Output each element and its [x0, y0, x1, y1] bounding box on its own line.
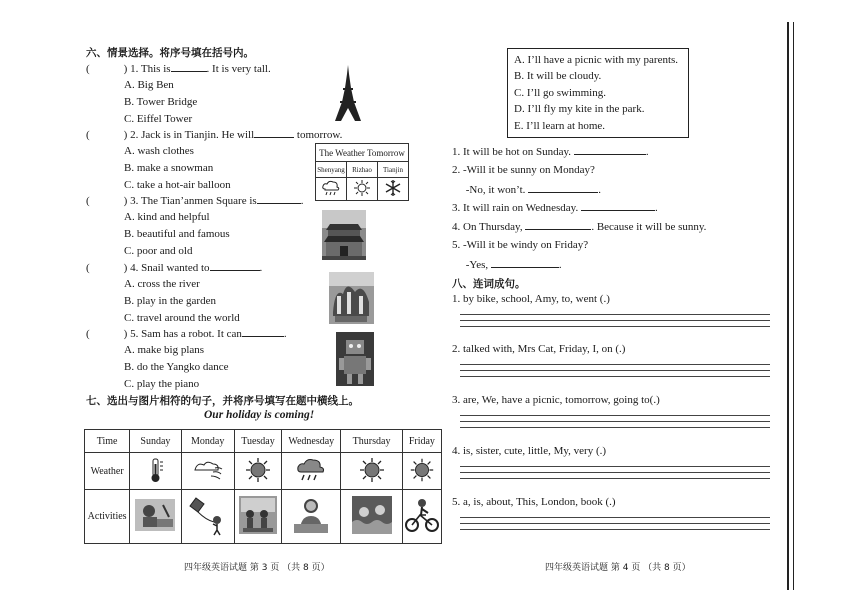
s7-question-1	[452, 145, 649, 158]
question-5-stem-a: 5. Sam has a robot. It can	[130, 328, 242, 340]
s7-q2-reply-text: -No, it won’t.	[452, 184, 526, 196]
option-e: E. I’ll learn at home.	[514, 120, 606, 132]
wind-icon	[181, 453, 234, 490]
question-4	[86, 261, 262, 274]
snail-story-picture	[329, 272, 374, 324]
picnic-icon	[234, 490, 281, 544]
question-5-stem-b: .	[283, 328, 287, 340]
blank-4[interactable]	[210, 261, 260, 271]
footer-right: 四年级英语试题 第 4 页 （共 8 页）	[545, 563, 691, 573]
answer-line[interactable]	[460, 517, 770, 518]
rain-cloud-icon	[282, 453, 341, 490]
s7-question-3	[452, 201, 658, 214]
q4-option-b: B. play in the garden	[124, 295, 216, 307]
day-header: Friday	[402, 430, 441, 453]
answer-line[interactable]	[460, 466, 770, 467]
day-header: Tuesday	[234, 430, 281, 453]
cycling-icon	[402, 490, 441, 544]
s7-question-2	[452, 164, 595, 176]
blank-1[interactable]	[171, 62, 207, 72]
blank-s7-3[interactable]	[581, 201, 655, 211]
option-b: B. It will be cloudy.	[514, 70, 602, 82]
row-label-activities: Activities	[85, 490, 130, 544]
s7-q3-end: .	[654, 202, 658, 214]
blank-s7-4[interactable]	[525, 220, 591, 230]
answer-line[interactable]	[460, 364, 770, 365]
weather-tomorrow-card	[315, 143, 409, 201]
blank-s7-2[interactable]	[528, 183, 598, 193]
question-1-stem-b: . It is very tall.	[206, 63, 271, 75]
s8-item-2: 2. talked with, Mrs Cat, Friday, I, on (.)	[452, 343, 626, 355]
blank-3[interactable]	[257, 194, 301, 204]
option-a: A. I’ll have a picnic with my parents.	[514, 54, 679, 66]
answer-line[interactable]	[460, 472, 770, 473]
section8-title: 八、连词成句。	[452, 278, 526, 290]
answer-line[interactable]	[460, 370, 770, 371]
q1-option-c: C. Eiffel Tower	[124, 113, 193, 125]
option-c: C. I’ll go swimming.	[514, 87, 606, 99]
q4-option-a: A. cross the river	[124, 278, 200, 290]
question-2	[86, 128, 342, 141]
q2-option-a: A. wash clothes	[124, 145, 194, 157]
paren-close: )	[123, 63, 128, 75]
s7-q1-text: 1. It will be hot on Sunday.	[452, 146, 572, 158]
holiday-table	[84, 429, 442, 544]
q1-option-a: A. Big Ben	[124, 79, 174, 91]
day-header: Sunday	[130, 430, 181, 453]
q5-option-c: C. play the piano	[124, 378, 200, 390]
section7-subtitle: Our holiday is coming!	[204, 409, 315, 421]
q3-option-b: B. beautiful and famous	[124, 228, 230, 240]
section7-title: 七、选出与图片相符的句子，并将序号填写在题中横线上。	[86, 395, 359, 407]
sun-icon	[341, 453, 402, 490]
answer-line[interactable]	[460, 427, 770, 428]
paren-open: (	[86, 195, 90, 207]
tiananmen-photo	[322, 210, 366, 260]
answer-line[interactable]	[460, 523, 770, 524]
blank-s7-5[interactable]	[491, 258, 559, 268]
q5-option-a: A. make big plans	[124, 344, 205, 356]
city-rizhao: Rizhao	[347, 162, 378, 178]
answer-line[interactable]	[460, 529, 770, 530]
paren-close: )	[123, 328, 128, 340]
binding-line	[787, 22, 789, 590]
s8-item-4: 4. is, sister, cute, little, My, very (.)	[452, 445, 607, 457]
s7-q2-end: .	[598, 184, 601, 196]
question-4-stem-a: 4. Snail wanted to	[130, 262, 210, 274]
q3-option-a: A. kind and helpful	[124, 211, 210, 223]
answer-line[interactable]	[460, 326, 770, 327]
sun-icon	[402, 453, 441, 490]
study-at-home-icon	[130, 490, 181, 544]
question-4-stem-b: .	[259, 262, 263, 274]
question-1	[86, 62, 271, 75]
swimming-icon	[341, 490, 402, 544]
s7-q4-end: . Because it will be sunny.	[591, 221, 707, 233]
answer-line[interactable]	[460, 320, 770, 321]
s7-q5-reply-text: -Yes,	[452, 259, 489, 271]
s8-item-5: 5. a, is, about, This, London, book (.)	[452, 496, 616, 508]
answer-line[interactable]	[460, 376, 770, 377]
question-3	[86, 194, 303, 207]
blank-5[interactable]	[242, 327, 284, 337]
q4-option-c: C. travel around the world	[124, 312, 240, 324]
row-label-weather: Weather	[85, 453, 130, 490]
table-corner: Time	[85, 430, 130, 453]
paren-close: )	[123, 262, 128, 274]
question-3-stem-a: 3. The Tian’anmen Square is	[130, 195, 257, 207]
s8-item-1: 1. by bike, school, Amy, to, went (.)	[452, 293, 610, 305]
day-header: Thursday	[341, 430, 402, 453]
q5-option-b: B. do the Yangko dance	[124, 361, 229, 373]
paren-close: )	[123, 129, 128, 141]
snowflake-icon	[378, 178, 409, 201]
s7-q5-text: 5. -Will it be windy on Friday?	[452, 239, 589, 251]
option-d: D. I’ll fly my kite in the park.	[514, 103, 645, 115]
paren-open: (	[86, 63, 90, 75]
city-shenyang: Shenyang	[316, 162, 347, 178]
s7-q3-text: 3. It will rain on Wednesday.	[452, 202, 579, 214]
question-2-stem-b: tomorrow.	[296, 129, 343, 141]
paren-open: (	[86, 328, 90, 340]
s7-question-2-reply	[452, 183, 601, 196]
question-1-stem-a: 1. This is	[130, 63, 171, 75]
question-2-stem-a: 2. Jack is in Tianjin. He will	[130, 129, 255, 141]
weather-card-title: The Weather Tomorrow	[316, 144, 409, 162]
q3-option-c: C. poor and old	[124, 245, 193, 257]
paren-open: (	[86, 129, 90, 141]
footer-left: 四年级英语试题 第 3 页 （共 8 页）	[184, 563, 330, 573]
s7-q1-end: .	[645, 146, 649, 158]
section6-title: 六、情景选择。将序号填在括号内。	[86, 47, 254, 59]
s8-item-3: 3. are, We, have a picnic, tomorrow, going to(.)	[452, 394, 660, 406]
s7-question-5	[452, 239, 588, 251]
blank-2[interactable]	[254, 128, 294, 138]
q2-option-c: C. take a hot-air balloon	[124, 179, 231, 191]
s7-q4-text: 4. On Thursday,	[452, 221, 523, 233]
binding-line	[793, 22, 794, 590]
s7-question-5-reply	[452, 258, 562, 271]
city-tianjin: Tianjin	[378, 162, 409, 178]
robot-photo	[336, 332, 374, 386]
q1-option-b: B. Tower Bridge	[124, 96, 198, 108]
kite-icon	[181, 490, 234, 544]
thermometer-icon	[130, 453, 181, 490]
s7-q5-end: .	[558, 259, 562, 271]
day-header: Wednesday	[282, 430, 341, 453]
day-header: Monday	[181, 430, 234, 453]
answer-line[interactable]	[460, 415, 770, 416]
question-5	[86, 327, 287, 340]
answer-line[interactable]	[460, 421, 770, 422]
answer-line[interactable]	[460, 478, 770, 479]
sun-icon	[234, 453, 281, 490]
blank-s7-1[interactable]	[574, 145, 646, 155]
eiffel-tower-image	[331, 64, 365, 122]
painting-icon	[282, 490, 341, 544]
paren-close: )	[123, 195, 128, 207]
answer-line[interactable]	[460, 314, 770, 315]
s7-question-4	[452, 220, 706, 233]
question-3-stem-b: .	[300, 195, 304, 207]
paren-open: (	[86, 262, 90, 274]
s7-q2-text: 2. -Will it be sunny on Monday?	[452, 164, 595, 176]
sun-icon	[347, 178, 378, 201]
rain-cloud-icon	[316, 178, 347, 201]
q2-option-b: B. make a snowman	[124, 162, 214, 174]
